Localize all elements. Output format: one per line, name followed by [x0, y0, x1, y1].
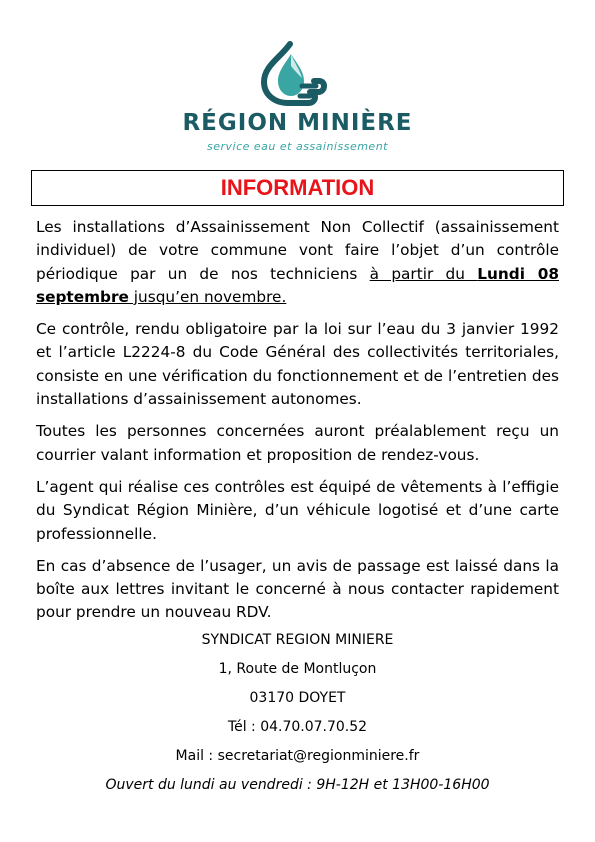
- contact-block: [0, 630, 595, 804]
- paragraph-2: Ce contrôle, rendu obligatoire par la loi sur l’eau du 3 janvier 1992 et l’article L2224-8 du Code Général des collectivités territoriales, consiste en une vérification du fonctionnement et de l’entretien des installations d’assainissement autonomes.: [36, 320, 559, 409]
- paragraph-1: [36, 216, 559, 309]
- page-title: INFORMATION: [220, 175, 375, 200]
- contact-org: SYNDICAT REGION MINIERE: [201, 632, 394, 648]
- paragraph-1-text: Les installations d’Assainissement Non Collectif (assainissement individuel) de votre commune vont faire l’objet d’un contrôle périodique par un de nos techniciens: [36, 218, 559, 283]
- notice-body: [36, 216, 559, 634]
- start-date: Lundi 08 septembre: [36, 264, 559, 306]
- start-phrase-lead: à partir du: [369, 264, 478, 283]
- heading-box: [31, 170, 564, 206]
- contact-mail: Mail : secretariat@regionminiere.fr: [175, 748, 420, 764]
- contact-street: 1, Route de Montluçon: [218, 661, 377, 677]
- contact-phone: Tél : 04.70.07.70.52: [227, 719, 368, 735]
- end-phrase: jusqu’en novembre.: [128, 287, 287, 306]
- paragraph-3: Toutes les personnes concernées auront préalablement reçu un courrier valant information et proposition de rendez-vous.: [36, 422, 559, 464]
- logo-title: RÉGION MINIÈRE: [182, 110, 413, 136]
- logo-subtitle: service eau et assainissement: [207, 140, 388, 153]
- paragraph-4: L’agent qui réalise ces contrôles est équipé de vêtements à l’effigie du Syndicat Région Minière, d’un véhicule logotisé et d’une carte professionnelle.: [36, 477, 559, 543]
- contact-hours: Ouvert du lundi au vendredi : 9H-12H et 13H00-16H00: [105, 777, 490, 793]
- water-drop-hand-icon: [258, 40, 328, 106]
- paragraph-5: En cas d’absence de l’usager, un avis de passage est laissé dans la boîte aux lettres invitant le concerné à nous contacter rapidement pour prendre un nouveau RDV.: [36, 556, 559, 622]
- contact-city: 03170 DOYET: [249, 690, 346, 706]
